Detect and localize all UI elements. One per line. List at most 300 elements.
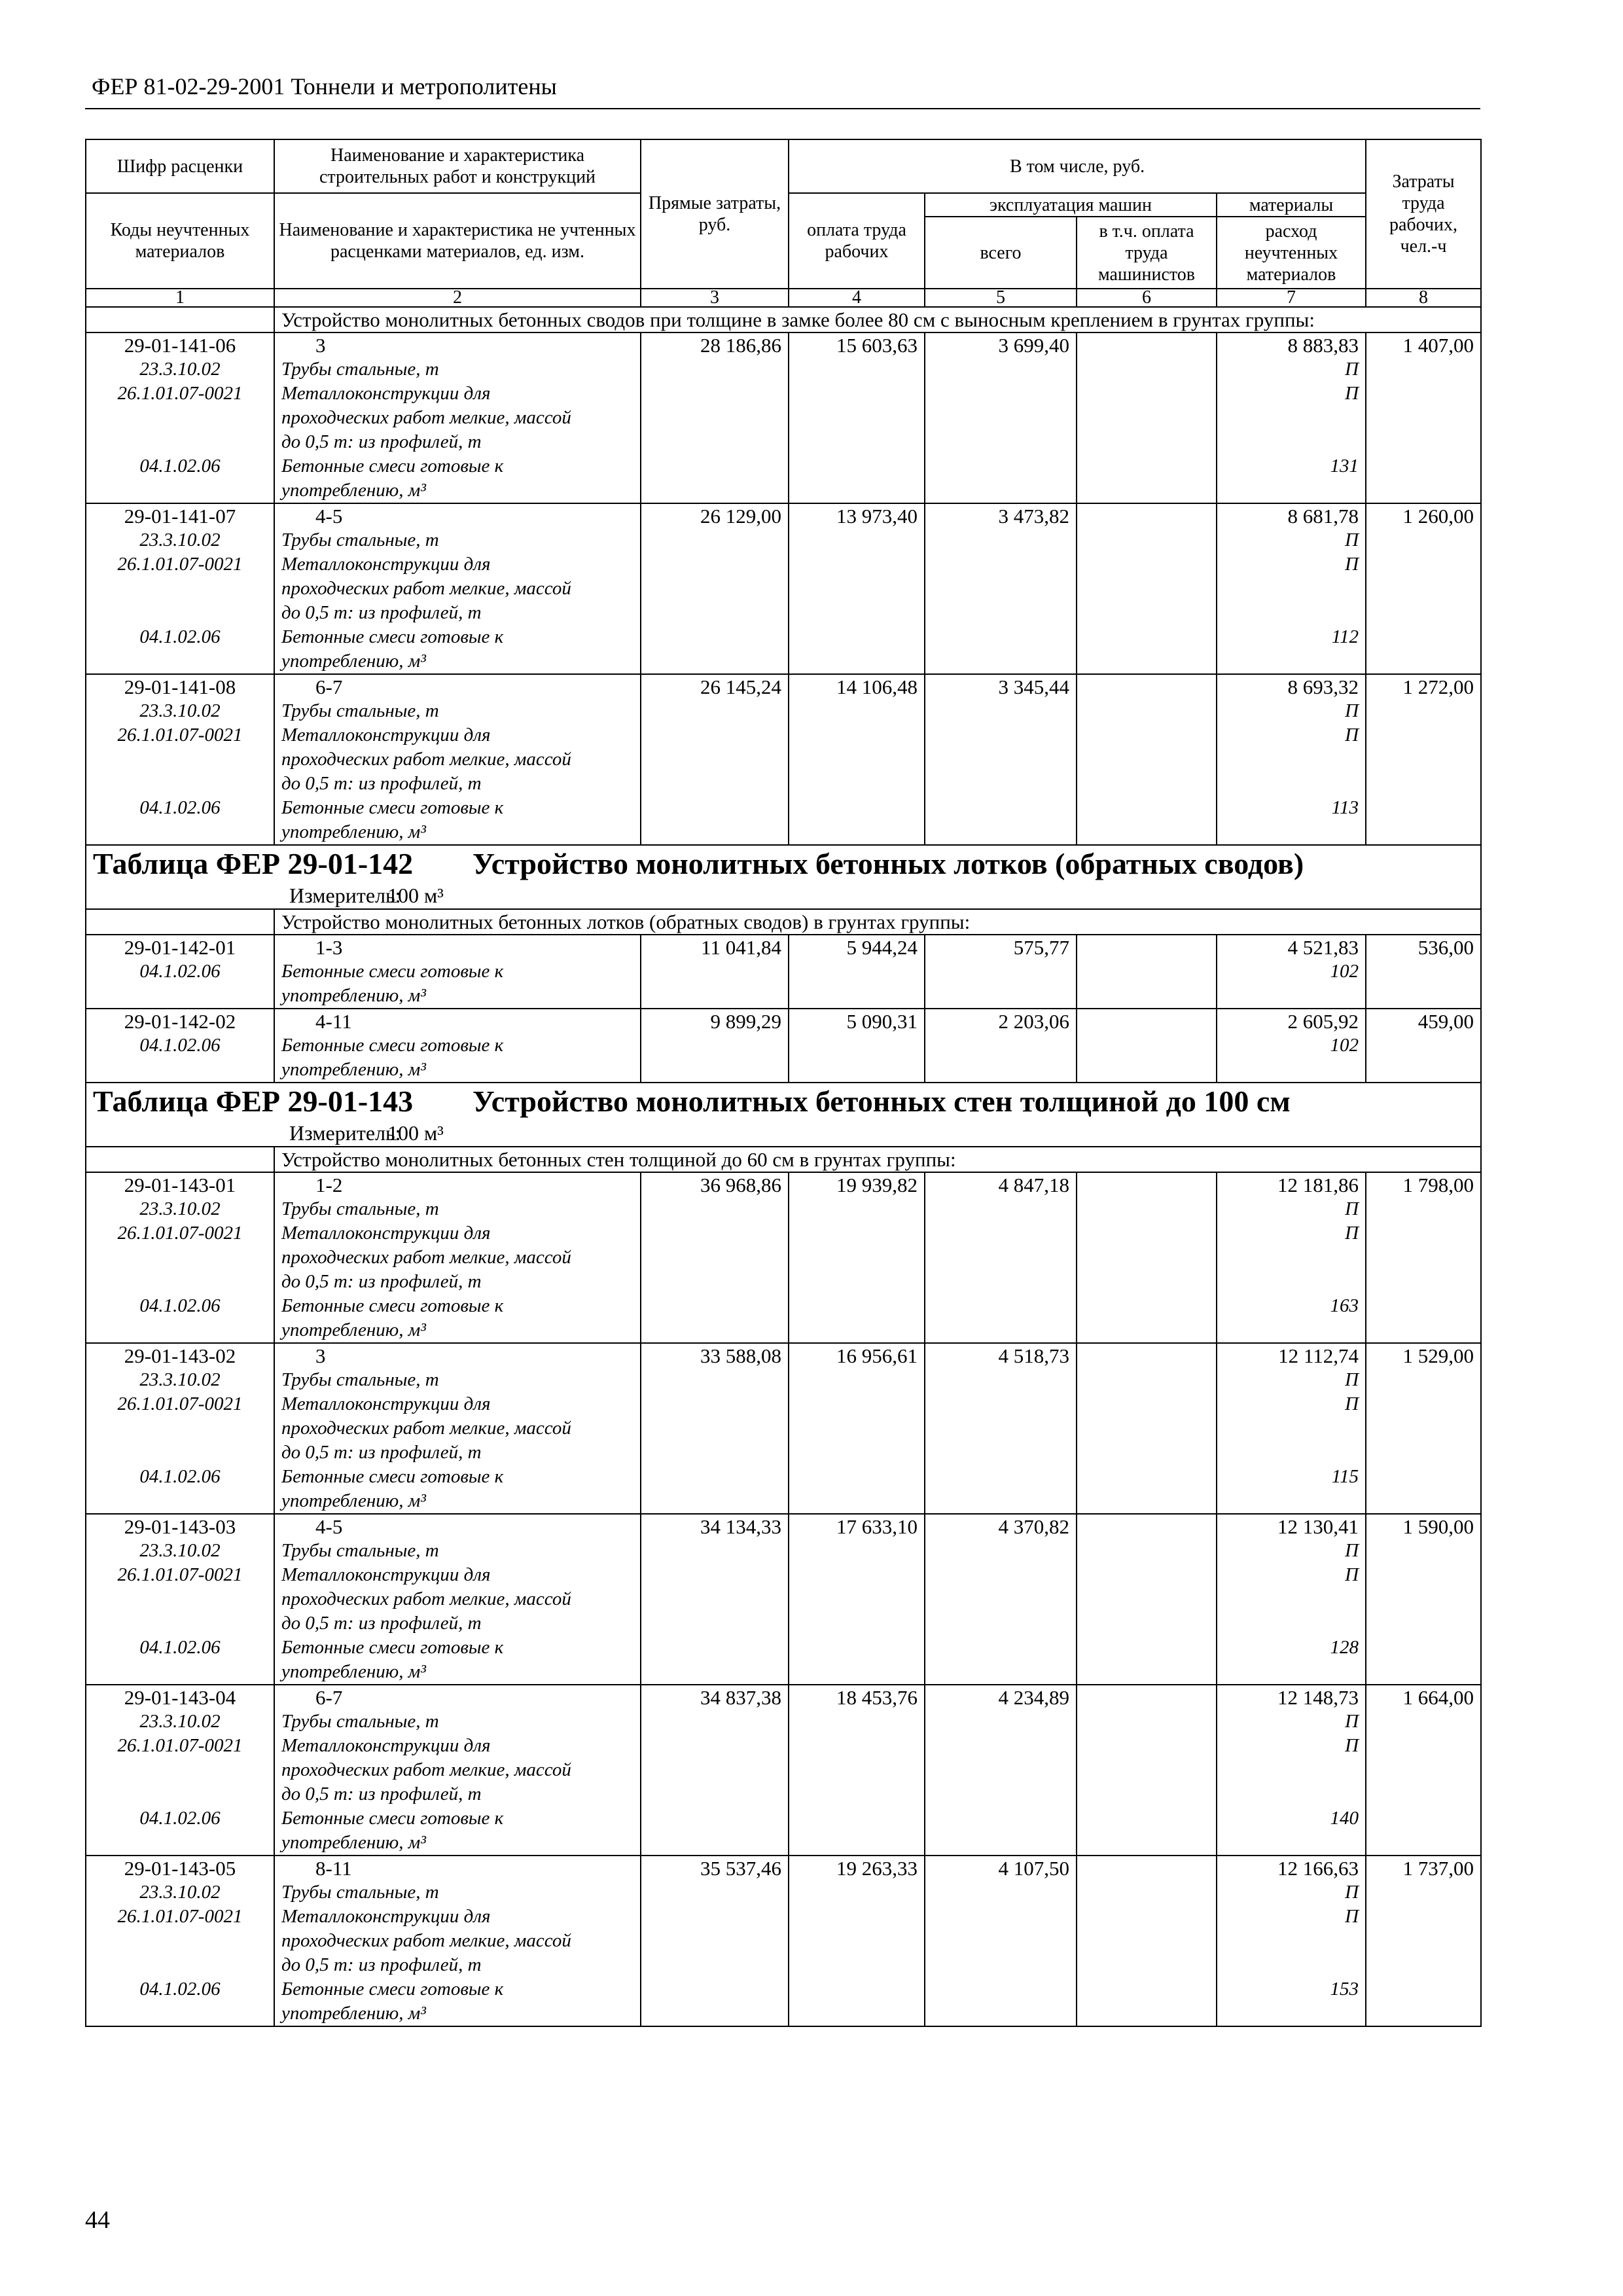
name-cell: [274, 1172, 641, 1343]
table-number: Таблица ФЕР 29-01-142: [93, 847, 414, 880]
rate-code: 29-01-143-03: [124, 1515, 236, 1538]
material-code: 04.1.02.06: [139, 797, 221, 818]
material-name: Бетонные смеси готовые к: [281, 1295, 504, 1316]
material-use: П: [1345, 1735, 1359, 1756]
spacer: [93, 1929, 267, 1953]
table-title: Устройство монолитных бетонных стен толщиной до 100 см: [473, 1085, 1291, 1118]
material-use: П: [1345, 529, 1359, 550]
spacer: [1224, 1587, 1359, 1611]
material-code: 26.1.01.07-0021: [117, 1393, 243, 1414]
worker-wages: 15 603,63: [789, 332, 925, 503]
concrete-use: 131: [1330, 456, 1359, 476]
labor-hours: 1 407,00: [1366, 332, 1481, 503]
material-name: Металлоконструкции для: [281, 554, 491, 575]
head-including: В том числе, руб.: [789, 139, 1366, 193]
direct-cost: 35 537,46: [641, 1856, 789, 2026]
head-machines-total: всего: [925, 217, 1077, 289]
machinist-wages: [1077, 1514, 1217, 1685]
direct-cost: 11 041,84: [641, 935, 789, 1009]
section-subtitle: Устройство монолитных бетонных лотков (обратных сводов) в грунтах группы:: [274, 909, 1481, 935]
machine-cost: 4 234,89: [925, 1685, 1077, 1856]
materials-cell: [1217, 1172, 1366, 1343]
machine-cost: 3 699,40: [925, 332, 1077, 503]
materials-cell: [1217, 1009, 1366, 1083]
soil-group: 3: [315, 334, 326, 357]
direct-cost: 28 186,86: [641, 332, 789, 503]
materials-cost: 12 148,73: [1277, 1686, 1359, 1709]
material-code: 23.3.10.02: [139, 1540, 221, 1561]
worker-wages: 14 106,48: [789, 674, 925, 845]
spacer: [93, 1953, 267, 1977]
material-name: проходческих работ мелкие, массой: [281, 1759, 571, 1780]
material-name: Металлоконструкции для: [281, 1223, 491, 1244]
material-code: 23.3.10.02: [139, 1882, 221, 1903]
table-body: [86, 307, 1481, 2026]
spacer: [1224, 747, 1359, 772]
machinist-wages: [1077, 674, 1217, 845]
material-code: 04.1.02.06: [139, 1637, 221, 1658]
material-code: 26.1.01.07-0021: [117, 383, 243, 404]
table-row: [86, 1856, 1481, 2026]
spacer: [1224, 1611, 1359, 1636]
materials-cell: [1217, 1856, 1366, 2026]
concrete-use: 112: [1331, 626, 1359, 647]
spacer: [1224, 772, 1359, 796]
machinist-wages: [1077, 1685, 1217, 1856]
material-name: Трубы стальные, т: [281, 700, 439, 721]
col-index: 8: [1366, 289, 1481, 307]
worker-wages: 18 453,76: [789, 1685, 925, 1856]
material-code: 26.1.01.07-0021: [117, 1906, 243, 1927]
material-code: 26.1.01.07-0021: [117, 554, 243, 575]
concrete-use: 102: [1330, 961, 1359, 982]
material-name: употреблению, м³: [281, 821, 426, 842]
code-cell: [86, 935, 274, 1009]
worker-wages: 19 263,33: [789, 1856, 925, 2026]
spacer: [93, 772, 267, 796]
material-use: П: [1345, 1223, 1359, 1244]
measure-line: [93, 882, 1474, 908]
material-name: до 0,5 т: из профилей, т: [281, 1954, 482, 1975]
col-index: 1: [86, 289, 274, 307]
table-row: [86, 503, 1481, 674]
material-name: употреблению, м³: [281, 1490, 426, 1511]
materials-cell: [1217, 332, 1366, 503]
material-name: Металлоконструкции для: [281, 725, 491, 745]
spacer: [1224, 406, 1359, 430]
name-cell: [274, 935, 641, 1009]
material-use: П: [1345, 1369, 1359, 1390]
head-name-top: Наименование и характеристика строительных работ и конструкций: [274, 139, 641, 193]
soil-group: 8-11: [315, 1857, 352, 1880]
material-name: проходческих работ мелкие, массой: [281, 749, 571, 770]
worker-wages: 13 973,40: [789, 503, 925, 674]
col-index: 2: [274, 289, 641, 307]
head-name-bottom: Наименование и характеристика не учтенных расценками материалов, ед. изм.: [274, 193, 641, 289]
material-use: П: [1345, 1711, 1359, 1732]
code-cell: [86, 674, 274, 845]
spacer: [93, 1246, 267, 1270]
spacer: [1224, 601, 1359, 625]
spacer: [93, 747, 267, 772]
material-use: П: [1345, 1393, 1359, 1414]
col-index: 4: [789, 289, 925, 307]
material-use: П: [1345, 359, 1359, 380]
material-name: Бетонные смеси готовые к: [281, 1637, 504, 1658]
code-cell: [86, 1343, 274, 1514]
material-name: Трубы стальные, т: [281, 1540, 439, 1561]
labor-hours: 1 664,00: [1366, 1685, 1481, 1856]
concrete-use: 128: [1330, 1637, 1359, 1658]
material-use: П: [1345, 1882, 1359, 1903]
spacer: [93, 1270, 267, 1294]
machine-cost: 4 370,82: [925, 1514, 1077, 1685]
material-name: Трубы стальные, т: [281, 1711, 439, 1732]
material-name: Бетонные смеси готовые к: [281, 961, 504, 982]
machine-cost: 2 203,06: [925, 1009, 1077, 1083]
table-heading: [93, 1083, 1474, 1120]
material-name: Металлоконструкции для: [281, 383, 491, 404]
material-name: Металлоконструкции для: [281, 1906, 491, 1927]
materials-cell: [1217, 1514, 1366, 1685]
rate-code: 29-01-142-02: [124, 1010, 236, 1033]
labor-hours: 1 529,00: [1366, 1343, 1481, 1514]
material-code: 23.3.10.02: [139, 1711, 221, 1732]
material-name: до 0,5 т: из профилей, т: [281, 773, 482, 794]
materials-cell: [1217, 1343, 1366, 1514]
material-name: Бетонные смеси готовые к: [281, 1035, 504, 1056]
labor-hours: 536,00: [1366, 935, 1481, 1009]
machine-cost: 3 473,82: [925, 503, 1077, 674]
code-cell: [86, 1685, 274, 1856]
materials-cost: 12 130,41: [1277, 1515, 1359, 1538]
machine-cost: 4 847,18: [925, 1172, 1077, 1343]
table-row: [86, 1685, 1481, 1856]
head-machines: эксплуатация машин: [925, 193, 1217, 217]
spacer: [93, 1782, 267, 1806]
direct-cost: 34 134,33: [641, 1514, 789, 1685]
spacer: [1224, 1758, 1359, 1782]
worker-wages: 5 944,24: [789, 935, 925, 1009]
machinist-wages: [1077, 503, 1217, 674]
spacer: [93, 430, 267, 454]
code-cell: [86, 332, 274, 503]
material-name: Металлоконструкции для: [281, 1735, 491, 1756]
spacer: [1224, 430, 1359, 454]
head-labor: Затраты труда рабочих, чел.-ч: [1366, 139, 1481, 289]
machinist-wages: [1077, 332, 1217, 503]
concrete-use: 115: [1331, 1466, 1359, 1487]
head-code-top: Шифр расценки: [86, 139, 274, 193]
code-cell: [86, 1514, 274, 1685]
materials-cell: [1217, 1685, 1366, 1856]
spacer: [1224, 1953, 1359, 1977]
worker-wages: 19 939,82: [789, 1172, 925, 1343]
spacer: [93, 1416, 267, 1441]
rate-code: 29-01-143-01: [124, 1174, 236, 1196]
material-name: Бетонные смеси готовые к: [281, 797, 504, 818]
machinist-wages: [1077, 1343, 1217, 1514]
col-index: 5: [925, 289, 1077, 307]
soil-group: 6-7: [315, 675, 343, 698]
spacer: [1224, 1246, 1359, 1270]
material-code: 04.1.02.06: [139, 1466, 221, 1487]
material-code: 23.3.10.02: [139, 359, 221, 380]
material-name: проходческих работ мелкие, массой: [281, 1418, 571, 1439]
machine-cost: 4 518,73: [925, 1343, 1077, 1514]
worker-wages: 17 633,10: [789, 1514, 925, 1685]
material-name: Бетонные смеси готовые к: [281, 1466, 504, 1487]
material-use: П: [1345, 383, 1359, 404]
labor-hours: 459,00: [1366, 1009, 1481, 1083]
material-code: 04.1.02.06: [139, 1979, 221, 2000]
code-cell: [86, 1856, 274, 2026]
name-cell: [274, 1009, 641, 1083]
material-code: 23.3.10.02: [139, 1369, 221, 1390]
col-index: 7: [1217, 289, 1366, 307]
table-row: [86, 1172, 1481, 1343]
table-title-cell: [86, 845, 1481, 909]
col-index: 6: [1077, 289, 1217, 307]
spacer: [1224, 1441, 1359, 1465]
spacer: [93, 1611, 267, 1636]
soil-group: 4-5: [315, 505, 343, 528]
concrete-use: 102: [1330, 1035, 1359, 1056]
material-code: 26.1.01.07-0021: [117, 1223, 243, 1244]
material-name: проходческих работ мелкие, массой: [281, 407, 571, 428]
col-index: 3: [641, 289, 789, 307]
rates-table: [85, 139, 1482, 2027]
materials-cell: [1217, 935, 1366, 1009]
spacer: [93, 1441, 267, 1465]
rate-code: 29-01-143-02: [124, 1344, 236, 1367]
labor-hours: 1 260,00: [1366, 503, 1481, 674]
table-row: [86, 935, 1481, 1009]
code-cell: [86, 1009, 274, 1083]
table-number: Таблица ФЕР 29-01-143: [93, 1085, 414, 1118]
material-name: употреблению, м³: [281, 1059, 426, 1080]
material-name: употреблению, м³: [281, 651, 426, 672]
concrete-use: 153: [1330, 1979, 1359, 2000]
machinist-wages: [1077, 935, 1217, 1009]
machinist-wages: [1077, 1009, 1217, 1083]
material-use: П: [1345, 1540, 1359, 1561]
spacer: [1224, 577, 1359, 601]
material-name: Бетонные смеси готовые к: [281, 456, 504, 476]
material-name: Бетонные смеси готовые к: [281, 1979, 504, 2000]
rate-code: 29-01-143-04: [124, 1686, 236, 1709]
soil-group: 4-11: [315, 1010, 352, 1033]
material-name: употреблению, м³: [281, 1319, 426, 1340]
material-name: проходческих работ мелкие, массой: [281, 1588, 571, 1609]
material-name: Трубы стальные, т: [281, 529, 439, 550]
subtitle-blank: [86, 1147, 274, 1172]
table-row: [86, 674, 1481, 845]
soil-group: 1-3: [315, 936, 343, 959]
material-code: 04.1.02.06: [139, 626, 221, 647]
material-name: Бетонные смеси готовые к: [281, 1808, 504, 1829]
material-name: Металлоконструкции для: [281, 1564, 491, 1585]
machinist-wages: [1077, 1172, 1217, 1343]
spacer: [93, 601, 267, 625]
material-name: до 0,5 т: из профилей, т: [281, 1784, 482, 1804]
material-name: Бетонные смеси готовые к: [281, 626, 504, 647]
name-cell: [274, 503, 641, 674]
labor-hours: 1 272,00: [1366, 674, 1481, 845]
name-cell: [274, 674, 641, 845]
material-name: употреблению, м³: [281, 1832, 426, 1853]
machine-cost: 575,77: [925, 935, 1077, 1009]
material-name: проходческих работ мелкие, массой: [281, 578, 571, 599]
materials-cost: 12 181,86: [1277, 1174, 1359, 1196]
machinist-wages: [1077, 1856, 1217, 2026]
spacer: [93, 406, 267, 430]
material-use: П: [1345, 1564, 1359, 1585]
labor-hours: 1 737,00: [1366, 1856, 1481, 2026]
head-code-bottom: Коды неучтенных материалов: [86, 193, 274, 289]
material-use: П: [1345, 1906, 1359, 1927]
material-code: 26.1.01.07-0021: [117, 1564, 243, 1585]
measure-line: [93, 1120, 1474, 1146]
section-subtitle: Устройство монолитных бетонных сводов при толщине в замке более 80 см с выносным креплением в грунтах группы:: [274, 307, 1481, 332]
material-name: Трубы стальные, т: [281, 1198, 439, 1219]
direct-cost: 33 588,08: [641, 1343, 789, 1514]
rate-code: 29-01-141-06: [124, 334, 236, 357]
material-name: до 0,5 т: из профилей, т: [281, 602, 482, 623]
direct-cost: 36 968,86: [641, 1172, 789, 1343]
soil-group: 3: [315, 1344, 326, 1367]
name-cell: [274, 1856, 641, 2026]
head-materials-use: расход неучтенных материалов: [1217, 217, 1366, 289]
material-name: до 0,5 т: из профилей, т: [281, 431, 482, 452]
head-materials: материалы: [1217, 193, 1366, 217]
materials-cost: 8 883,83: [1287, 334, 1359, 357]
material-code: 04.1.02.06: [139, 1808, 221, 1829]
material-name: Трубы стальные, т: [281, 1882, 439, 1903]
material-code: 26.1.01.07-0021: [117, 725, 243, 745]
concrete-use: 163: [1330, 1295, 1359, 1316]
material-use: П: [1345, 554, 1359, 575]
spacer: [93, 577, 267, 601]
direct-cost: 26 129,00: [641, 503, 789, 674]
rate-code: 29-01-143-05: [124, 1857, 236, 1880]
material-name: употреблению, м³: [281, 480, 426, 501]
materials-cost: 2 605,92: [1287, 1010, 1359, 1033]
material-code: 04.1.02.06: [139, 456, 221, 476]
table-row: [86, 1343, 1481, 1514]
head-machines-wages: в т.ч. оплата труда машинистов: [1077, 217, 1217, 289]
rate-code: 29-01-141-07: [124, 505, 236, 528]
head-wages: оплата труда рабочих: [789, 193, 925, 289]
table-title-cell: [86, 1083, 1481, 1147]
measure-label: Измеритель:: [289, 1121, 401, 1145]
material-code: 23.3.10.02: [139, 529, 221, 550]
table-row: [86, 332, 1481, 503]
rate-code: 29-01-142-01: [124, 936, 236, 959]
name-cell: [274, 1343, 641, 1514]
materials-cost: 8 681,78: [1287, 505, 1359, 528]
code-cell: [86, 1172, 274, 1343]
material-name: проходческих работ мелкие, массой: [281, 1930, 571, 1951]
head-direct: Прямые затраты, руб.: [641, 139, 789, 289]
rate-code: 29-01-141-08: [124, 675, 236, 698]
table-row: [86, 1009, 1481, 1083]
direct-cost: 34 837,38: [641, 1685, 789, 1856]
table-row: [86, 1514, 1481, 1685]
materials-cell: [1217, 674, 1366, 845]
material-name: употреблению, м³: [281, 985, 426, 1006]
labor-hours: 1 590,00: [1366, 1514, 1481, 1685]
material-use: П: [1345, 1198, 1359, 1219]
material-name: употреблению, м³: [281, 1661, 426, 1682]
subtitle-blank: [86, 909, 274, 935]
section-subtitle: Устройство монолитных бетонных стен толщиной до 60 см в грунтах группы:: [274, 1147, 1481, 1172]
worker-wages: 16 956,61: [789, 1343, 925, 1514]
spacer: [1224, 1416, 1359, 1441]
machine-cost: 4 107,50: [925, 1856, 1077, 2026]
materials-cost: 8 693,32: [1287, 675, 1359, 698]
material-use: П: [1345, 700, 1359, 721]
machine-cost: 3 345,44: [925, 674, 1077, 845]
table-heading: [93, 846, 1474, 882]
material-name: Металлоконструкции для: [281, 1393, 491, 1414]
material-name: употреблению, м³: [281, 2003, 426, 2024]
name-cell: [274, 332, 641, 503]
table-title: Устройство монолитных бетонных лотков (обратных сводов): [473, 847, 1304, 880]
soil-group: 4-5: [315, 1515, 343, 1538]
direct-cost: 26 145,24: [641, 674, 789, 845]
material-name: проходческих работ мелкие, массой: [281, 1247, 571, 1268]
material-code: 26.1.01.07-0021: [117, 1735, 243, 1756]
page-number: 44: [85, 2206, 110, 2234]
subtitle-blank: [86, 307, 274, 332]
spacer: [93, 1758, 267, 1782]
materials-cost: 4 521,83: [1287, 936, 1359, 959]
header-rule: [85, 108, 1480, 109]
soil-group: 6-7: [315, 1686, 343, 1709]
soil-group: 1-2: [315, 1174, 343, 1196]
page-title: ФЕР 81-02-29-2001 Тоннели и метрополитены: [92, 73, 557, 99]
material-name: до 0,5 т: из профилей, т: [281, 1271, 482, 1292]
material-name: до 0,5 т: из профилей, т: [281, 1613, 482, 1634]
material-name: Трубы стальные, т: [281, 359, 439, 380]
material-code: 04.1.02.06: [139, 1295, 221, 1316]
spacer: [1224, 1782, 1359, 1806]
measure-value: 100 м³: [387, 884, 444, 907]
material-name: Трубы стальные, т: [281, 1369, 439, 1390]
spacer: [93, 1587, 267, 1611]
name-cell: [274, 1514, 641, 1685]
measure-value: 100 м³: [387, 1121, 444, 1145]
materials-cost: 12 112,74: [1278, 1344, 1359, 1367]
material-code: 04.1.02.06: [139, 1035, 221, 1056]
direct-cost: 9 899,29: [641, 1009, 789, 1083]
materials-cost: 12 166,63: [1277, 1857, 1359, 1880]
name-cell: [274, 1685, 641, 1856]
concrete-use: 140: [1330, 1808, 1359, 1829]
concrete-use: 113: [1331, 797, 1359, 818]
materials-cell: [1217, 503, 1366, 674]
spacer: [1224, 1270, 1359, 1294]
material-code: 23.3.10.02: [139, 1198, 221, 1219]
spacer: [1224, 1929, 1359, 1953]
code-cell: [86, 503, 274, 674]
measure-label: Измеритель:: [289, 884, 401, 907]
material-code: 23.3.10.02: [139, 700, 221, 721]
material-code: 04.1.02.06: [139, 961, 221, 982]
material-name: до 0,5 т: из профилей, т: [281, 1442, 482, 1463]
labor-hours: 1 798,00: [1366, 1172, 1481, 1343]
